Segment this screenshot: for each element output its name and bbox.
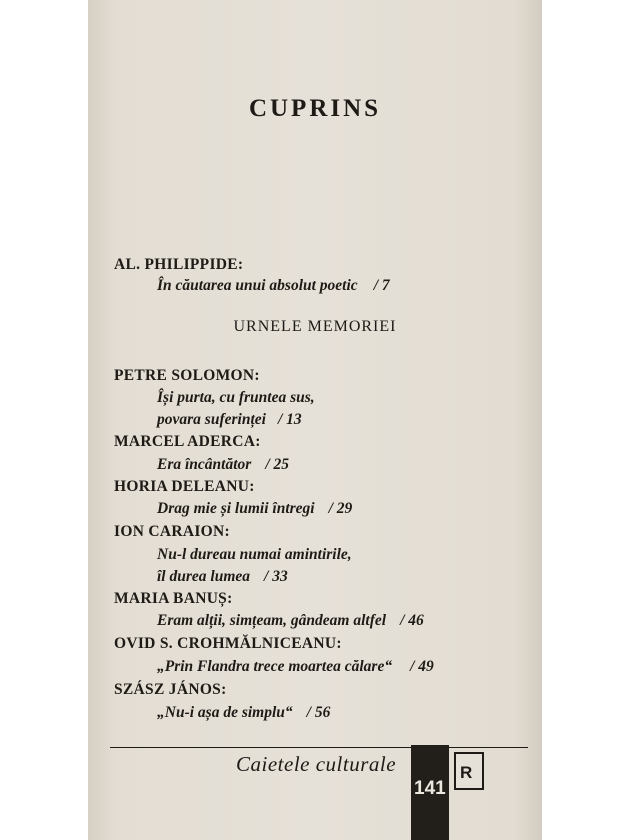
entry-page: / 56 (306, 704, 331, 721)
entry-author: HORIA DELEANU: (114, 478, 255, 495)
entry-page: / 33 (264, 568, 288, 585)
intro-author: AL. PHILIPPIDE: (114, 256, 244, 273)
entry-author: ION CARAION: (114, 523, 230, 540)
intro-page: / 7 (373, 277, 390, 294)
entry-title-line: povara suferinței / 13 (157, 411, 302, 428)
section-title: URNELE MEMORIEI (233, 318, 397, 335)
entry-author: PETRE SOLOMON: (114, 367, 260, 384)
entry-page: / 25 (265, 456, 290, 473)
entry-title-line: îl durea lumea / 33 (157, 568, 288, 585)
entry-title-line: Nu-l dureau numai amintirile, (157, 546, 352, 563)
entry-title-line: Era încântător / 25 (157, 456, 290, 473)
entry-author: OVID S. CROHMĂLNICEANU: (114, 635, 342, 652)
entry-author: SZÁSZ JÁNOS: (114, 681, 227, 698)
entry-author: MARCEL ADERCA: (114, 433, 261, 450)
entry-title-line: Eram alții, simțeam, gândeam altfel / 46 (157, 612, 424, 629)
footer-rule (110, 747, 528, 748)
page-number: 141 (414, 778, 446, 799)
entry-title-line: „Prin Flandra trece moartea călare“ / 49 (157, 658, 434, 675)
entry-author: MARIA BANUȘ: (114, 590, 233, 607)
entry-page: / 13 (277, 411, 302, 428)
publisher-logo-icon: R (454, 752, 484, 790)
series-title: Caietele culturale (236, 752, 397, 776)
entry-page: / 46 (400, 612, 424, 629)
entry-title-line: „Nu-i așa de simplu“ / 56 (157, 704, 331, 721)
entry-title-line: Își purta, cu fruntea sus, (157, 389, 315, 406)
page-title: CUPRINS (248, 95, 382, 122)
entry-page: / 29 (328, 500, 353, 517)
intro-essay: În căutarea unui absolut poetic / 7 (157, 277, 390, 294)
entry-page: / 49 (410, 658, 434, 675)
entry-title-line: Drag mie și lumii întregi / 29 (157, 500, 353, 517)
